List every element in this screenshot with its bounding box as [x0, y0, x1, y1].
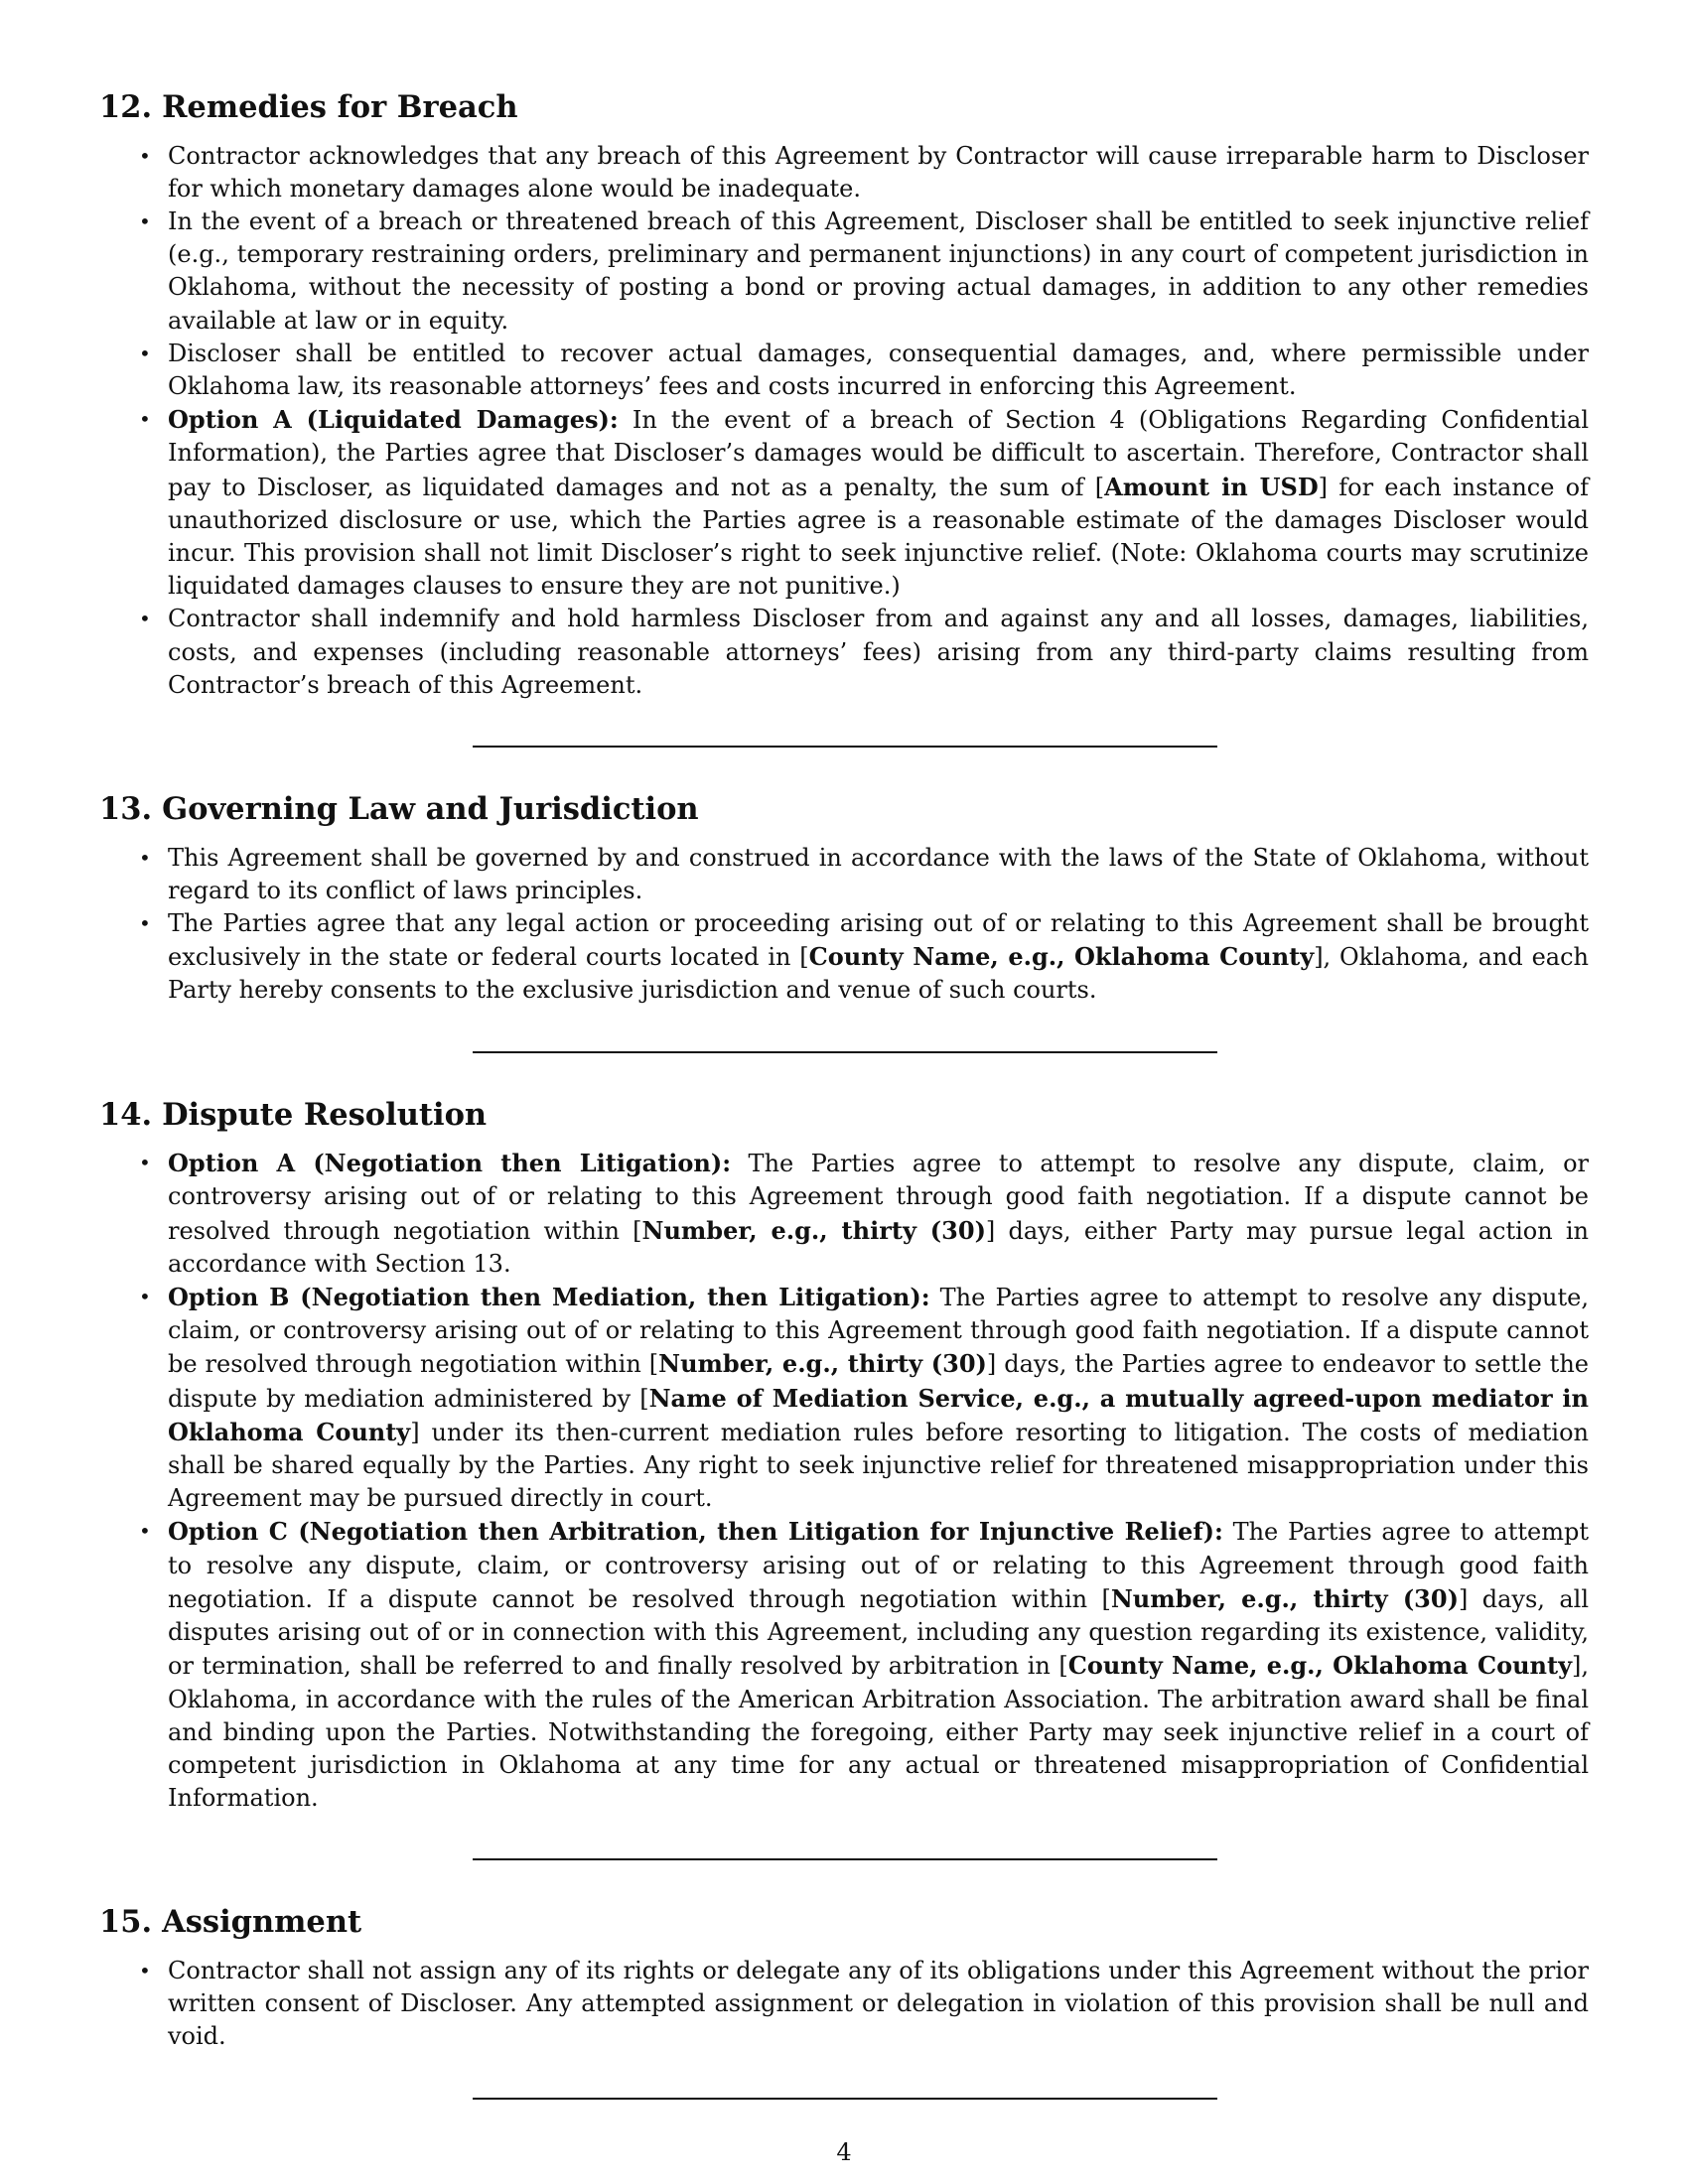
placeholder-field: Number, e.g., thirty (30)	[658, 1349, 987, 1379]
section-heading	[99, 1097, 1589, 1134]
placeholder-field: Number, e.g., thirty (30)	[1110, 1583, 1459, 1613]
bullet-text: The Parties agree to attempt to resolve any dispute, claim, or controversy arising out of or relating to this Agreement through good faith negotiation. If a dispute cannot be resolved through negotiation within [	[168, 1284, 1589, 1379]
section-title: Remedies for Breach	[162, 89, 518, 125]
list-item	[99, 1147, 1589, 1281]
list-item	[99, 842, 1589, 907]
option-label: Option A (Liquidated Damages):	[168, 405, 619, 435]
bullet-text: ], Oklahoma, and each Party hereby consents to the exclusive jurisdiction and venue of such courts.	[168, 943, 1589, 1005]
bullet-text: ] days, all disputes arising out of or in connection with this Agreement, including any question regarding its existence, validity, or termination, shall be referred to and finally resolved by arbitration in [	[168, 1584, 1589, 1681]
bullet-text: ] days, either Party may pursue legal action in accordance with Section 13.	[168, 1216, 1590, 1278]
section-assignment	[99, 1904, 1589, 2053]
list-item	[99, 907, 1589, 1008]
section-number: 14.	[99, 1096, 153, 1133]
list-item	[99, 403, 1589, 603]
bullet-text: Discloser shall be entitled to recover actual damages, consequential damages, and, where permissible under Oklahoma law, its reasonable attorneys’ fees and costs incurred in enforcing this Agreement.	[168, 339, 1589, 401]
section-governing-law	[99, 791, 1589, 1008]
section-divider	[473, 1858, 1217, 1860]
bullet-text: ] under its then-current mediation rules before resorting to litigation. The costs of mediation shall be shared equally by the Parties. Any right to seek injunctive relief for threatened misappropriation under this Agreement may be pursued directly in court.	[168, 1418, 1590, 1513]
bullet-text: In the event of a breach or threatened breach of this Agreement, Discloser shall be entitled to seek injunctive relief (e.g., temporary restraining orders, preliminary and permanent injunctions) in any court of competent jurisdiction in Oklahoma, without the necessity of posting a bond or proving actual damages, in addition to any other remedies available at law or in equity.	[168, 207, 1589, 335]
bullet-text: ] days, the Parties agree to endeavor to settle the dispute by mediation administered by [	[168, 1350, 1589, 1413]
bullet-text: Contractor shall indemnify and hold harmless Discloser from and against any and all losses, damages, liabilities, costs, and expenses (including reasonable attorneys’ fees) arising from any third-party claims resulting from Contractor’s breach of this Agreement.	[168, 605, 1589, 699]
section-heading	[99, 89, 1589, 126]
placeholder-field: County Name, e.g., Oklahoma County	[1067, 1651, 1573, 1681]
bullet-text: The Parties agree to attempt to resolve any dispute, claim, or controversy arising out of or relating to this Agreement through good faith negotiation. If a dispute cannot be resolved through negotiation within [	[168, 1150, 1589, 1245]
bullet-list	[99, 1955, 1589, 2054]
section-number: 12.	[99, 89, 153, 125]
option-label: Option A (Negotiation then Litigation):	[168, 1149, 732, 1178]
section-divider	[473, 1051, 1217, 1053]
list-item	[99, 338, 1589, 403]
section-dispute-resolution	[99, 1097, 1589, 1816]
placeholder-field: County Name, e.g., Oklahoma County	[808, 942, 1315, 972]
bullet-list	[99, 842, 1589, 1008]
document-page	[99, 89, 1589, 2100]
list-item	[99, 1281, 1589, 1515]
section-remedies-for-breach	[99, 89, 1589, 702]
section-title: Governing Law and Jurisdiction	[162, 791, 699, 828]
section-number: 15.	[99, 1904, 153, 1941]
list-item	[99, 1515, 1589, 1815]
section-number: 13.	[99, 791, 153, 828]
page-number: 4	[836, 2138, 852, 2166]
bullet-text: ], Oklahoma, in accordance with the rules of the American Arbitration Association. The arbitration award shall be final and binding upon the Parties. Notwithstanding the foregoing, either Party may seek injunctive relief in a court of competent jurisdiction in Oklahoma at any time for any actual or threatened misappropriation of Confidential Information.	[168, 1652, 1590, 1813]
bullet-text: The Parties agree that any legal action or proceeding arising out of or relating to this Agreement shall be brought exclusively in the state or federal courts located in [	[168, 909, 1589, 972]
list-item	[99, 140, 1589, 205]
bullet-text: Contractor shall not assign any of its rights or delegate any of its obligations under this Agreement without the prior written consent of Discloser. Any attempted assignment or delegation in violation of this provision shall be null and void.	[168, 1956, 1589, 2051]
section-divider	[473, 2098, 1217, 2100]
list-item	[99, 1955, 1589, 2054]
bullet-text: The Parties agree to attempt to resolve any dispute, claim, or controversy arising out of or relating to this Agreement through good faith negotiation. If a dispute cannot be resolved through negotiation within [	[168, 1518, 1589, 1613]
bullet-list	[99, 140, 1589, 702]
placeholder-field: Amount in USD	[1104, 472, 1319, 501]
placeholder-field: Number, e.g., thirty (30)	[641, 1215, 986, 1245]
option-label: Option B (Negotiation then Mediation, then Litigation):	[168, 1283, 930, 1312]
section-title: Assignment	[162, 1904, 362, 1941]
bullet-text: This Agreement shall be governed by and construed in accordance with the laws of the State of Oklahoma, without regard to its conflict of laws principles.	[168, 843, 1589, 904]
option-label: Option C (Negotiation then Arbitration, then Litigation for Injunctive Relief):	[168, 1517, 1223, 1547]
section-heading	[99, 1904, 1589, 1941]
bullet-text: Contractor acknowledges that any breach of this Agreement by Contractor will cause irreparable harm to Discloser for which monetary damages alone would be inadequate.	[168, 141, 1589, 203]
bullet-text: In the event of a breach of Section 4 (Obligations Regarding Confidential Information), the Parties agree that Discloser’s damages would be difficult to ascertain. Therefore, Contractor shall pay to Discloser, as liquidated damages and not as a penalty, the sum of [	[168, 406, 1589, 501]
section-heading	[99, 791, 1589, 828]
bullet-text: ] for each instance of unauthorized disclosure or use, which the Parties agree is a reasonable estimate of the damages Discloser would incur. This provision shall not limit Discloser’s right to seek injunctive relief. (Note: Oklahoma courts may scrutinize liquidated damages clauses to ensure they are not punitive.)	[168, 473, 1590, 601]
section-title: Dispute Resolution	[162, 1096, 488, 1133]
list-item	[99, 205, 1589, 338]
list-item	[99, 603, 1589, 702]
section-divider	[473, 746, 1217, 748]
placeholder-field: Name of Mediation Service, e.g., a mutually agreed-upon mediator in Oklahoma County	[168, 1383, 1589, 1446]
bullet-list	[99, 1147, 1589, 1815]
